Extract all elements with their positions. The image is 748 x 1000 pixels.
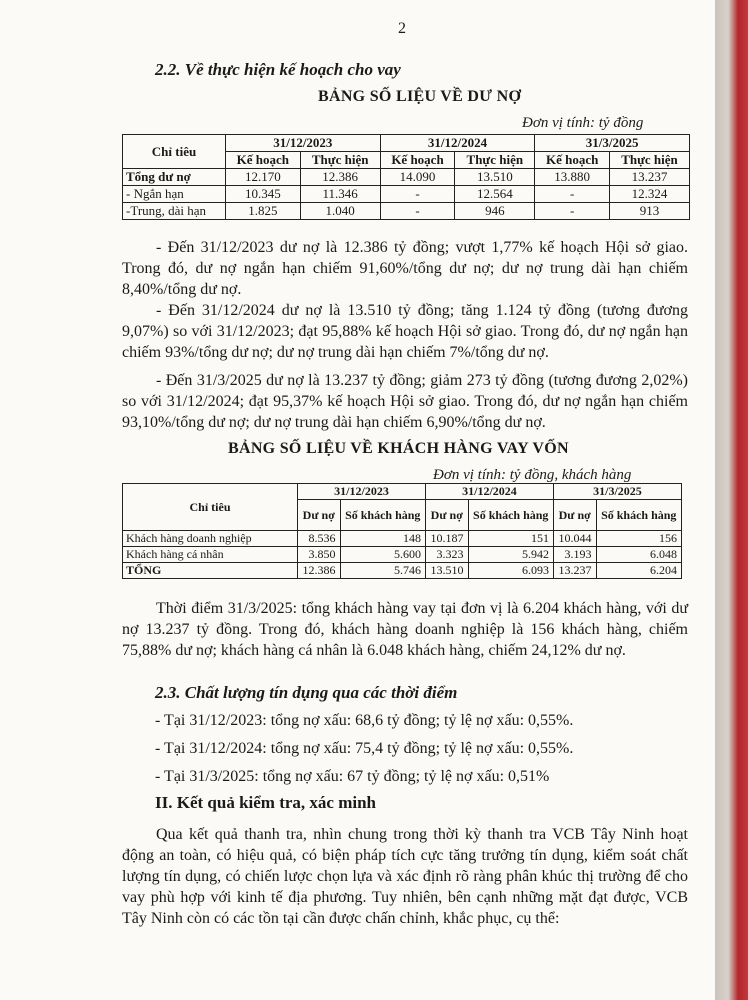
table-cell: - xyxy=(380,186,455,203)
table-header-period: 31/3/2025 xyxy=(535,135,690,152)
section-II-heading: II. Kết quả kiểm tra, xác minh xyxy=(155,793,376,812)
table-cell: 1.825 xyxy=(226,203,301,220)
table-cell: 10.044 xyxy=(553,531,596,547)
section-2-2-heading: 2.2. Về thực hiện kế hoạch cho vay xyxy=(155,60,401,79)
table-cell: 3.850 xyxy=(298,547,341,563)
table-cell: 946 xyxy=(455,203,535,220)
table-cell: 6.204 xyxy=(596,563,682,579)
customer-table-title: BẢNG SỐ LIỆU VỀ KHÁCH HÀNG VAY VỐN xyxy=(228,440,569,457)
table-subheader: Số khách hàng xyxy=(468,500,553,531)
table-subheader: Dư nợ xyxy=(553,500,596,531)
table-cell: 13.510 xyxy=(455,169,535,186)
table-subheader: Kế hoạch xyxy=(535,152,610,169)
debt-table xyxy=(122,134,690,220)
table-cell: 12.386 xyxy=(300,169,380,186)
debt-table-title: BẢNG SỐ LIỆU VỀ DƯ NỢ xyxy=(318,88,522,105)
table-cell: 1.040 xyxy=(300,203,380,220)
table-cell: 151 xyxy=(468,531,553,547)
table-header-period: 31/3/2025 xyxy=(553,484,681,500)
page-edge xyxy=(715,0,748,1000)
row-label: -Trung, dài hạn xyxy=(123,203,226,220)
customer-table-unit: Đơn vị tính: tỷ đồng, khách hàng xyxy=(433,467,632,483)
table-cell: 12.324 xyxy=(610,186,690,203)
table-cell: 11.346 xyxy=(300,186,380,203)
debt-paragraph-2023: - Đến 31/12/2023 dư nợ là 12.386 tỷ đồng; vượt 1,77% kế hoạch Hội sở giao. Trong đó, dư nợ ngắn hạn chiếm 91,60%/tổng dư nợ; dư nợ trung dài hạn chiếm 8,40%/tổng dư nợ. xyxy=(122,239,688,298)
table-header-period: 31/12/2023 xyxy=(226,135,381,152)
table-header-indicator: Chỉ tiêu xyxy=(123,135,226,169)
table-cell: 156 xyxy=(596,531,682,547)
table-cell: 13.880 xyxy=(535,169,610,186)
table-cell: 13.237 xyxy=(553,563,596,579)
table-subheader: Kế hoạch xyxy=(226,152,301,169)
table-cell: 10.187 xyxy=(425,531,468,547)
table-row xyxy=(123,203,690,220)
table-cell: 5.746 xyxy=(340,563,425,579)
table-cell: 3.193 xyxy=(553,547,596,563)
table-cell: 14.090 xyxy=(380,169,455,186)
table-row xyxy=(123,531,682,547)
customer-paragraph: Thời điểm 31/3/2025: tổng khách hàng vay tại đơn vị là 6.204 khách hàng, với dư nợ 13.237 tỷ đồng. Trong đó, khách hàng doanh nghiệp là 156 khách hàng, chiếm 75,88% dư nợ; khách hàng cá nhân là 6.048 khách hàng, chiếm 24,12% dư nợ. xyxy=(122,600,688,659)
table-row xyxy=(123,547,682,563)
table-cell: 12.386 xyxy=(298,563,341,579)
table-subheader: Thực hiện xyxy=(300,152,380,169)
table-cell: - xyxy=(380,203,455,220)
table-cell: - xyxy=(535,203,610,220)
table-cell: 12.170 xyxy=(226,169,301,186)
table-subheader: Số khách hàng xyxy=(596,500,682,531)
table-cell: 3.323 xyxy=(425,547,468,563)
table-row xyxy=(123,186,690,203)
bad-debt-line: - Tại 31/3/2025: tổng nợ xấu: 67 tỷ đồng; tỷ lệ nợ xấu: 0,51% xyxy=(155,768,550,785)
debt-table-unit: Đơn vị tính: tỷ đồng xyxy=(522,115,644,131)
table-row xyxy=(123,169,690,186)
table-subheader: Thực hiện xyxy=(455,152,535,169)
table-header-period: 31/12/2024 xyxy=(425,484,553,500)
table-cell: 8.536 xyxy=(298,531,341,547)
bad-debt-line: - Tại 31/12/2023: tổng nợ xấu: 68,6 tỷ đồng; tỷ lệ nợ xấu: 0,55%. xyxy=(155,712,574,729)
section-2-3-heading: 2.3. Chất lượng tín dụng qua các thời điểm xyxy=(155,683,458,702)
table-cell: 6.093 xyxy=(468,563,553,579)
table-cell: - xyxy=(535,186,610,203)
table-header-indicator: Chỉ tiêu xyxy=(123,484,298,531)
table-cell: 148 xyxy=(340,531,425,547)
page-number: 2 xyxy=(398,20,406,37)
row-label: Khách hàng doanh nghiệp xyxy=(123,531,298,547)
table-subheader: Kế hoạch xyxy=(380,152,455,169)
table-cell: 5.942 xyxy=(468,547,553,563)
table-subheader: Số khách hàng xyxy=(340,500,425,531)
table-cell: 913 xyxy=(610,203,690,220)
table-header-period: 31/12/2024 xyxy=(380,135,535,152)
table-cell: 5.600 xyxy=(340,547,425,563)
table-cell: 13.237 xyxy=(610,169,690,186)
table-subheader: Dư nợ xyxy=(298,500,341,531)
debt-paragraph-2025: - Đến 31/3/2025 dư nợ là 13.237 tỷ đồng; giảm 273 tỷ đồng (tương đương 2,02%) so với 31/12/2024; đạt 95,37% kế hoạch Hội sở giao. Trong đó, dư nợ ngắn hạn chiếm 93,10%/tổng dư nợ; dư nợ trung dài hạn chiếm 6,90%/tổng dư nợ. xyxy=(122,372,688,431)
row-label: Khách hàng cá nhân xyxy=(123,547,298,563)
table-row xyxy=(123,563,682,579)
table-cell: 10.345 xyxy=(226,186,301,203)
row-label: Tổng dư nợ xyxy=(123,169,226,186)
debt-paragraph-2024: - Đến 31/12/2024 dư nợ là 13.510 tỷ đồng; tăng 1.124 tỷ đồng (tương đương 9,07%) so với 31/12/2023; đạt 95,88% kế hoạch Hội sở giao. Trong đó, dư nợ ngắn hạn chiếm 93%/tổng dư nợ; dư nợ trung dài hạn chiếm 7%/tổng dư nợ. xyxy=(122,302,688,361)
table-cell: 12.564 xyxy=(455,186,535,203)
conclusion-paragraph: Qua kết quả thanh tra, nhìn chung trong thời kỳ thanh tra VCB Tây Ninh hoạt động an toàn, có hiệu quả, có biện pháp tích cực tăng trưởng tín dụng, kiểm soát chất lượng tín dụng, có chiến lược chọn lựa và xác định rõ ràng phân khúc thị trường để cho vay phù hợp với kinh tế địa phương. Tuy nhiên, bên cạnh những mặt đạt được, VCB Tây Ninh còn có các tồn tại cần được chấn chỉnh, khắc phục, cụ thể: xyxy=(122,826,688,927)
customer-table xyxy=(122,483,682,579)
table-subheader: Dư nợ xyxy=(425,500,468,531)
table-header-period: 31/12/2023 xyxy=(298,484,426,500)
bad-debt-line: - Tại 31/12/2024: tổng nợ xấu: 75,4 tỷ đồng; tỷ lệ nợ xấu: 0,55%. xyxy=(155,740,574,757)
table-subheader: Thực hiện xyxy=(610,152,690,169)
row-label: TỔNG xyxy=(123,563,298,579)
row-label: - Ngắn hạn xyxy=(123,186,226,203)
table-cell: 13.510 xyxy=(425,563,468,579)
table-cell: 6.048 xyxy=(596,547,682,563)
